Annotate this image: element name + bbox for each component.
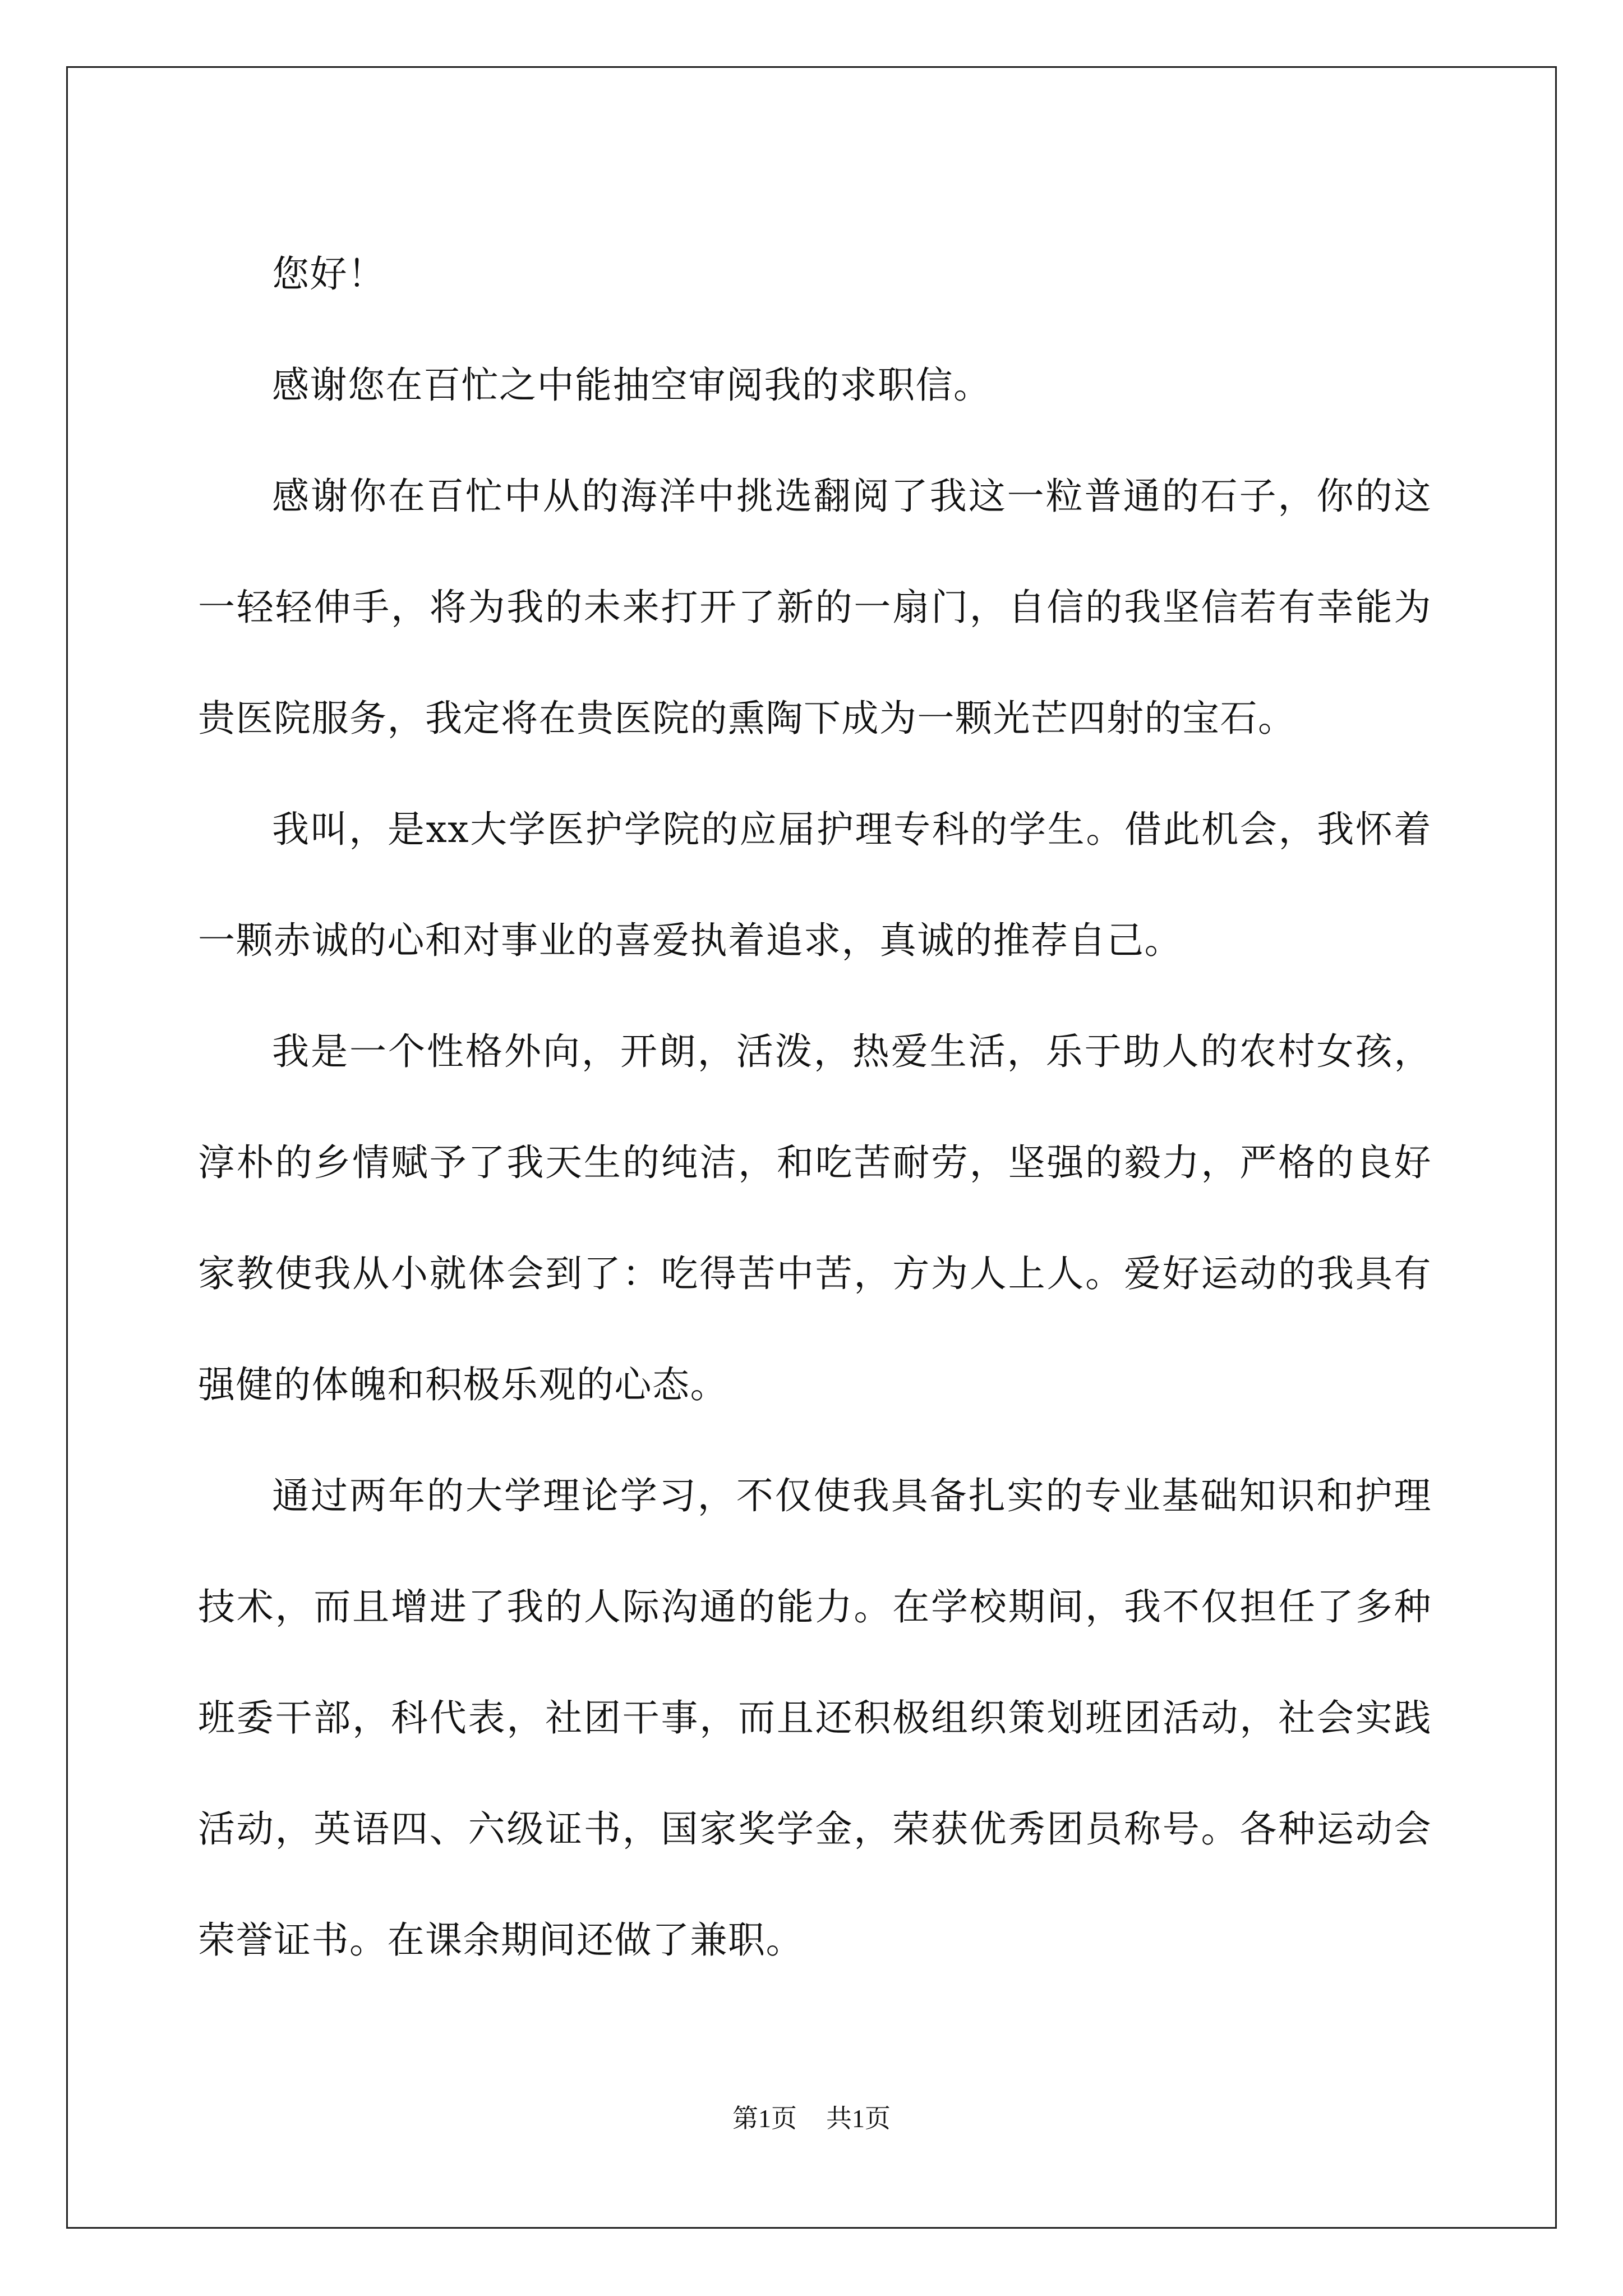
page-number: 第1页 bbox=[732, 2104, 797, 2133]
paragraph-intro: 感谢你在百忙中从的海洋中挑选翻阅了我这一粒普通的石子，你的这一轻轻伸手，将为我的未来打开了新的一扇门，自信的我坚信若有幸能为贵医院服务，我定将在贵医院的熏陶下成为一颗光芒四射的宝石。 bbox=[198, 475, 1432, 740]
letter-body bbox=[198, 219, 1432, 1996]
page-footer bbox=[0, 2098, 1623, 2135]
paragraph-personality: 我是一个性格外向，开朗，活泼，热爱生活，乐于助人的农村女孩，淳朴的乡情赋予了我天生的纯洁，和吃苦耐劳，坚强的毅力，严格的良好家教使我从小就体会到了：吃得苦中苦，方为人上人。爱好运动的我具有强健的体魄和积极乐观的心态。 bbox=[198, 1030, 1432, 1406]
paragraph-self-intro: 我叫，是xx大学医护学院的应届护理专科的学生。借此机会，我怀着一颗赤诚的心和对事业的喜爱执着追求，真诚的推荐自己。 bbox=[198, 808, 1432, 962]
paragraph-experience: 通过两年的大学理论学习，不仅使我具备扎实的专业基础知识和护理技术，而且增进了我的人际沟通的能力。在学校期间，我不仅担任了多种班委干部，科代表，社团干事，而且还积极组织策划班团活动，社会实践活动，英语四、六级证书，国家奖学金，荣获优秀团员称号。各种运动会荣誉证书。在课余期间还做了兼职。 bbox=[198, 1474, 1432, 1962]
page-total: 共1页 bbox=[826, 2104, 891, 2133]
greeting: 您好！ bbox=[272, 252, 386, 296]
paragraph-thanks: 感谢您在百忙之中能抽空审阅我的求职信。 bbox=[272, 364, 992, 407]
